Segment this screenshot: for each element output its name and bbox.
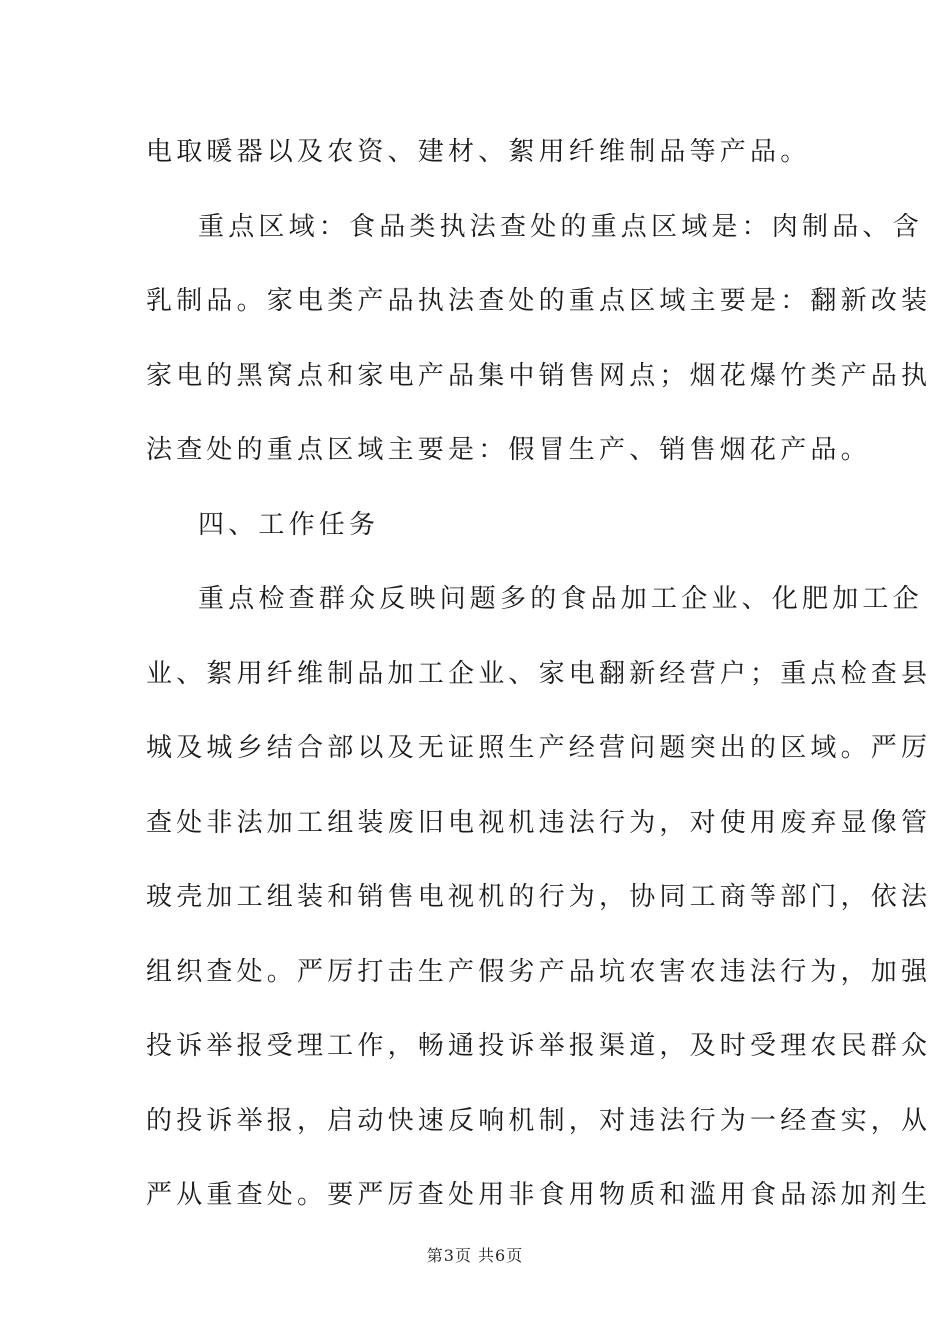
text-line: 查处非法加工组装废旧电视机违法行为，对使用废弃显像管: [146, 808, 932, 838]
text-line: 电取暖器以及农资、建材、絮用纤维制品等产品。: [146, 137, 811, 167]
text-line: 城及城乡结合部以及无证照生产经营问题突出的区域。严厉: [146, 733, 932, 763]
text-line: 组织查处。严厉打击生产假劣产品坑农害农违法行为，加强: [146, 957, 932, 987]
text-line: 玻壳加工组装和销售电视机的行为，协同工商等部门，依法: [146, 882, 932, 912]
section-heading: 四、工作任务: [198, 510, 380, 540]
text-line: 的投诉举报，启动快速反响机制，对违法行为一经查实，从: [146, 1106, 932, 1136]
page-number-footer: 第3页 共6页: [426, 1246, 524, 1265]
paragraph-key-areas-heading-line: 重点区域：食品类执法查处的重点区域是：肉制品、含: [198, 212, 923, 242]
text-line: 家电的黑窝点和家电产品集中销售网点；烟花爆竹类产品执: [146, 361, 932, 391]
text-line: 严从重查处。要严厉查处用非食用物质和滥用食品添加剂生: [146, 1180, 932, 1210]
text-line: 投诉举报受理工作，畅通投诉举报渠道，及时受理农民群众: [146, 1031, 932, 1061]
text-line: 业、絮用纤维制品加工企业、家电翻新经营户；重点检查县: [146, 659, 932, 689]
text-line: 重点检查群众反映问题多的食品加工企业、化肥加工企: [198, 584, 923, 614]
text-line: 法查处的重点区域主要是：假冒生产、销售烟花产品。: [146, 435, 871, 465]
text-line: 乳制品。家电类产品执法查处的重点区域主要是：翻新改装: [146, 286, 932, 316]
